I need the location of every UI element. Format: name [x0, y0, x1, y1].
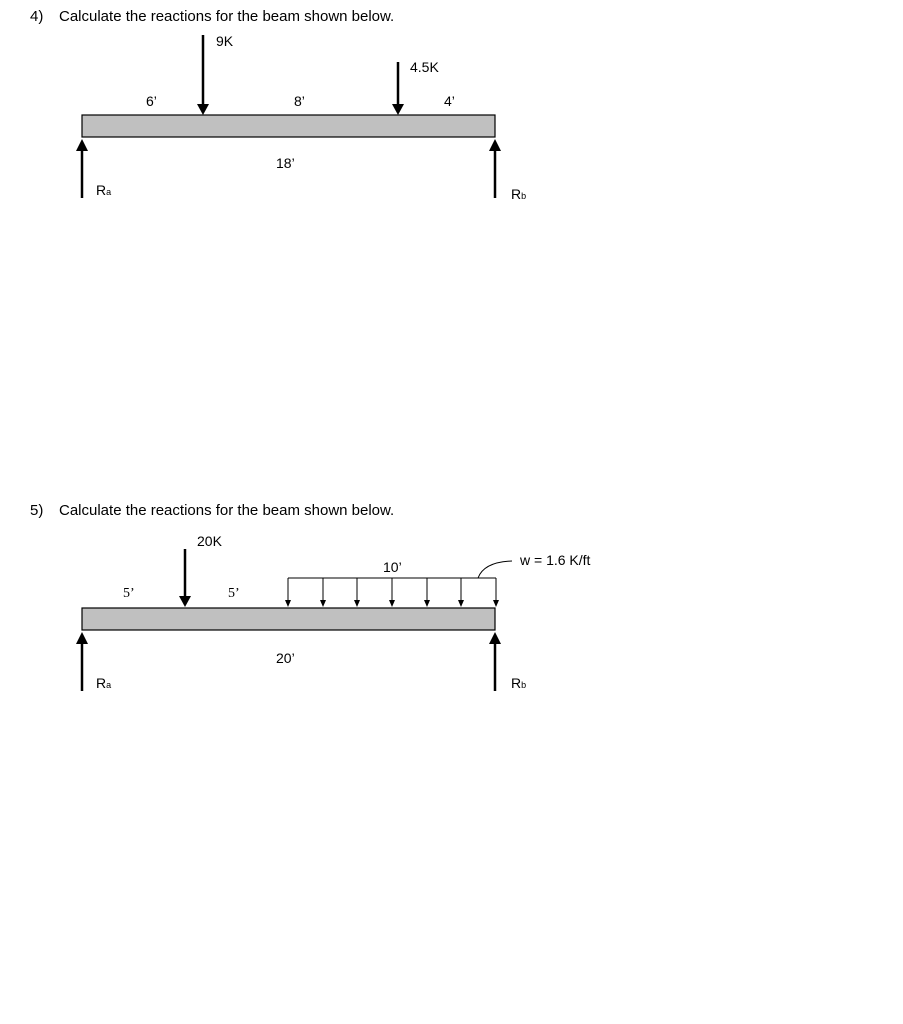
load-label-4-5k: 4.5K: [410, 59, 439, 75]
reaction-b-arrow-5: [489, 632, 501, 691]
problem-4-number: 4): [30, 8, 44, 25]
dim-label-20ft: 20’: [276, 650, 295, 666]
point-load-9k-arrow: [197, 35, 209, 115]
dim-label-10ft: 10’: [383, 559, 402, 575]
reaction-label-ra-4: [96, 183, 111, 197]
reaction-label-rb-5-sub: b: [521, 680, 527, 690]
beam-5: [82, 608, 495, 630]
reaction-label-ra-4-main: R: [96, 182, 107, 198]
reaction-b-arrow-4: [489, 139, 501, 198]
reaction-a-arrow-5: [76, 632, 88, 691]
problem-5-number: 5): [30, 502, 44, 519]
point-load-4-5k-arrow: [392, 62, 404, 115]
dim-label-8ft: 8’: [294, 93, 305, 109]
reaction-label-ra-5: [96, 676, 111, 690]
reaction-label-rb-5-main: R: [511, 675, 522, 691]
problem-5-prompt: Calculate the reactions for the beam shown below.: [59, 502, 395, 519]
load-label-20k: 20K: [197, 533, 222, 549]
dim-label-18ft: 18’: [276, 155, 295, 171]
dim-label-5ft-left: 5’: [123, 586, 135, 601]
dim-label-6ft: 6’: [146, 93, 157, 109]
load-label-9k: 9K: [216, 33, 234, 49]
dim-label-4ft: 4’: [444, 93, 455, 109]
load-label-w: w = 1.6 K/ft: [520, 552, 591, 568]
reaction-label-ra-5-main: R: [96, 675, 107, 691]
reaction-label-rb-5: [511, 676, 526, 690]
point-load-20k-arrow: [179, 549, 191, 607]
reaction-label-ra-5-sub: a: [106, 680, 112, 690]
problem-4-prompt: Calculate the reactions for the beam shown below.: [59, 8, 395, 25]
reaction-label-rb-4-sub: b: [521, 191, 527, 201]
beam-4: [82, 115, 495, 137]
reaction-label-rb-4-main: R: [511, 186, 522, 202]
reaction-a-arrow-4: [76, 139, 88, 198]
w-label-leader: [478, 561, 512, 578]
reaction-label-ra-4-sub: a: [106, 187, 112, 197]
dim-label-5ft-right: 5’: [228, 586, 240, 601]
reaction-label-rb-4: [511, 187, 526, 201]
distributed-load-arrows: [285, 578, 499, 607]
